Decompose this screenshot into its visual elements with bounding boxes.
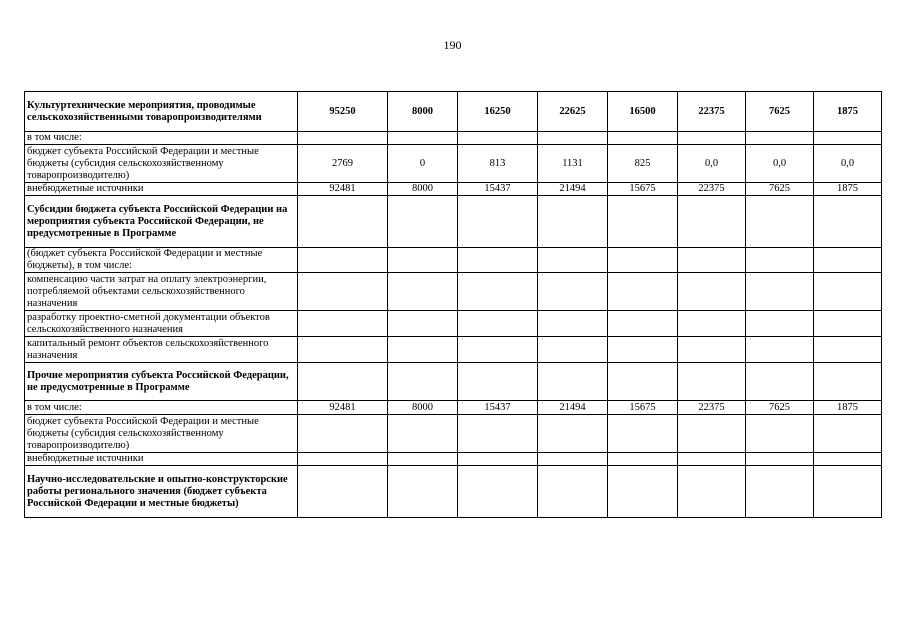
- value-cell: [746, 415, 814, 453]
- row-label: (бюджет субъекта Российской Федерации и местные бюджеты), в том числе:: [25, 248, 298, 273]
- table-row: [25, 145, 882, 183]
- value-cell: [458, 273, 538, 311]
- value-cell: [458, 466, 538, 518]
- value-cell: [538, 196, 608, 248]
- value-cell: 7625: [746, 183, 814, 196]
- value-cell: [538, 466, 608, 518]
- value-cell: 15437: [458, 183, 538, 196]
- value-cell: [538, 273, 608, 311]
- value-cell: [608, 415, 678, 453]
- budget-table-body: [25, 92, 882, 518]
- value-cell: [608, 466, 678, 518]
- value-cell: [678, 466, 746, 518]
- value-cell: [298, 248, 388, 273]
- value-cell: [814, 453, 882, 466]
- row-label: в том числе:: [25, 401, 298, 415]
- value-cell: 16500: [608, 92, 678, 132]
- value-cell: [814, 466, 882, 518]
- value-cell: [388, 273, 458, 311]
- value-cell: [814, 337, 882, 363]
- value-cell: [814, 248, 882, 273]
- value-cell: 1875: [814, 92, 882, 132]
- value-cell: 8000: [388, 183, 458, 196]
- value-cell: 15675: [608, 183, 678, 196]
- table-row: [25, 466, 882, 518]
- row-label: Научно-исследовательские и опытно-конструкторские работы регионального значения (бюджет субъекта Российской Федерации и местные бюджеты): [25, 466, 298, 518]
- table-row: [25, 415, 882, 453]
- value-cell: 0,0: [746, 145, 814, 183]
- table-row: [25, 132, 882, 145]
- value-cell: [678, 453, 746, 466]
- value-cell: 15437: [458, 401, 538, 415]
- value-cell: [458, 248, 538, 273]
- value-cell: 825: [608, 145, 678, 183]
- value-cell: 15675: [608, 401, 678, 415]
- value-cell: [458, 196, 538, 248]
- value-cell: [388, 248, 458, 273]
- value-cell: [458, 337, 538, 363]
- value-cell: [298, 453, 388, 466]
- row-label: в том числе:: [25, 132, 298, 145]
- value-cell: [746, 273, 814, 311]
- value-cell: [814, 196, 882, 248]
- value-cell: [746, 453, 814, 466]
- value-cell: [458, 453, 538, 466]
- value-cell: [388, 311, 458, 337]
- value-cell: 21494: [538, 183, 608, 196]
- value-cell: 7625: [746, 401, 814, 415]
- value-cell: 813: [458, 145, 538, 183]
- value-cell: [814, 132, 882, 145]
- value-cell: [388, 363, 458, 401]
- value-cell: 8000: [388, 401, 458, 415]
- value-cell: 2769: [298, 145, 388, 183]
- row-label: Субсидии бюджета субъекта Российской Федерации на мероприятия субъекта Российской Федерации, не предусмотренные в Программе: [25, 196, 298, 248]
- value-cell: [298, 132, 388, 145]
- row-label: бюджет субъекта Российской Федерации и местные бюджеты (субсидия сельскохозяйственному товаропроизводителю): [25, 145, 298, 183]
- value-cell: [458, 132, 538, 145]
- value-cell: 8000: [388, 92, 458, 132]
- page-number: 190: [443, 38, 462, 52]
- value-cell: [608, 273, 678, 311]
- value-cell: [746, 363, 814, 401]
- value-cell: [388, 196, 458, 248]
- value-cell: [298, 337, 388, 363]
- value-cell: [458, 311, 538, 337]
- row-label: компенсацию части затрат на оплату электроэнергии, потребляемой объектами сельскохозяйственного назначения: [25, 273, 298, 311]
- value-cell: [538, 337, 608, 363]
- row-label: разработку проектно-сметной документации объектов сельскохозяйственного назначения: [25, 311, 298, 337]
- row-label: Культуртехнические мероприятия, проводимые сельскохозяйственными товаропроизводителями: [25, 92, 298, 132]
- value-cell: 1131: [538, 145, 608, 183]
- table-row: [25, 401, 882, 415]
- value-cell: [678, 363, 746, 401]
- row-label: капитальный ремонт объектов сельскохозяйственного назначения: [25, 337, 298, 363]
- value-cell: 1875: [814, 401, 882, 415]
- value-cell: [814, 273, 882, 311]
- value-cell: [608, 337, 678, 363]
- value-cell: [298, 363, 388, 401]
- value-cell: 21494: [538, 401, 608, 415]
- value-cell: 95250: [298, 92, 388, 132]
- value-cell: [388, 466, 458, 518]
- value-cell: [678, 132, 746, 145]
- value-cell: [298, 196, 388, 248]
- value-cell: [298, 415, 388, 453]
- value-cell: [678, 196, 746, 248]
- value-cell: [746, 248, 814, 273]
- value-cell: [608, 453, 678, 466]
- table-row: [25, 273, 882, 311]
- value-cell: [298, 466, 388, 518]
- row-label: внебюджетные источники: [25, 183, 298, 196]
- value-cell: 22625: [538, 92, 608, 132]
- value-cell: 92481: [298, 183, 388, 196]
- value-cell: [388, 415, 458, 453]
- value-cell: 0: [388, 145, 458, 183]
- value-cell: 22375: [678, 401, 746, 415]
- value-cell: [458, 363, 538, 401]
- table-row: [25, 196, 882, 248]
- value-cell: [388, 337, 458, 363]
- value-cell: [608, 248, 678, 273]
- value-cell: 0,0: [678, 145, 746, 183]
- value-cell: 22375: [678, 92, 746, 132]
- row-label: Прочие мероприятия субъекта Российской Федерации, не предусмотренные в Программе: [25, 363, 298, 401]
- value-cell: [388, 132, 458, 145]
- value-cell: [608, 196, 678, 248]
- value-cell: [608, 132, 678, 145]
- value-cell: [608, 363, 678, 401]
- row-label: внебюджетные источники: [25, 453, 298, 466]
- value-cell: [678, 273, 746, 311]
- value-cell: 7625: [746, 92, 814, 132]
- table-row: [25, 183, 882, 196]
- value-cell: [608, 311, 678, 337]
- value-cell: 0,0: [814, 145, 882, 183]
- value-cell: [298, 311, 388, 337]
- value-cell: [678, 415, 746, 453]
- table-row: [25, 337, 882, 363]
- value-cell: [458, 415, 538, 453]
- value-cell: [814, 415, 882, 453]
- table-row: [25, 92, 882, 132]
- value-cell: 92481: [298, 401, 388, 415]
- value-cell: [678, 248, 746, 273]
- value-cell: [678, 311, 746, 337]
- value-cell: [538, 363, 608, 401]
- value-cell: [746, 311, 814, 337]
- value-cell: 1875: [814, 183, 882, 196]
- table-row: [25, 363, 882, 401]
- budget-table: [24, 91, 882, 518]
- value-cell: [814, 311, 882, 337]
- value-cell: 16250: [458, 92, 538, 132]
- row-label: бюджет субъекта Российской Федерации и местные бюджеты (субсидия сельскохозяйственному товаропроизводителю): [25, 415, 298, 453]
- value-cell: [388, 453, 458, 466]
- table-row: [25, 248, 882, 273]
- value-cell: [746, 132, 814, 145]
- value-cell: [814, 363, 882, 401]
- value-cell: [538, 415, 608, 453]
- value-cell: [746, 337, 814, 363]
- value-cell: 22375: [678, 183, 746, 196]
- value-cell: [298, 273, 388, 311]
- value-cell: [746, 466, 814, 518]
- value-cell: [678, 337, 746, 363]
- value-cell: [538, 311, 608, 337]
- value-cell: [538, 453, 608, 466]
- table-row: [25, 453, 882, 466]
- value-cell: [746, 196, 814, 248]
- value-cell: [538, 248, 608, 273]
- table-row: [25, 311, 882, 337]
- value-cell: [538, 132, 608, 145]
